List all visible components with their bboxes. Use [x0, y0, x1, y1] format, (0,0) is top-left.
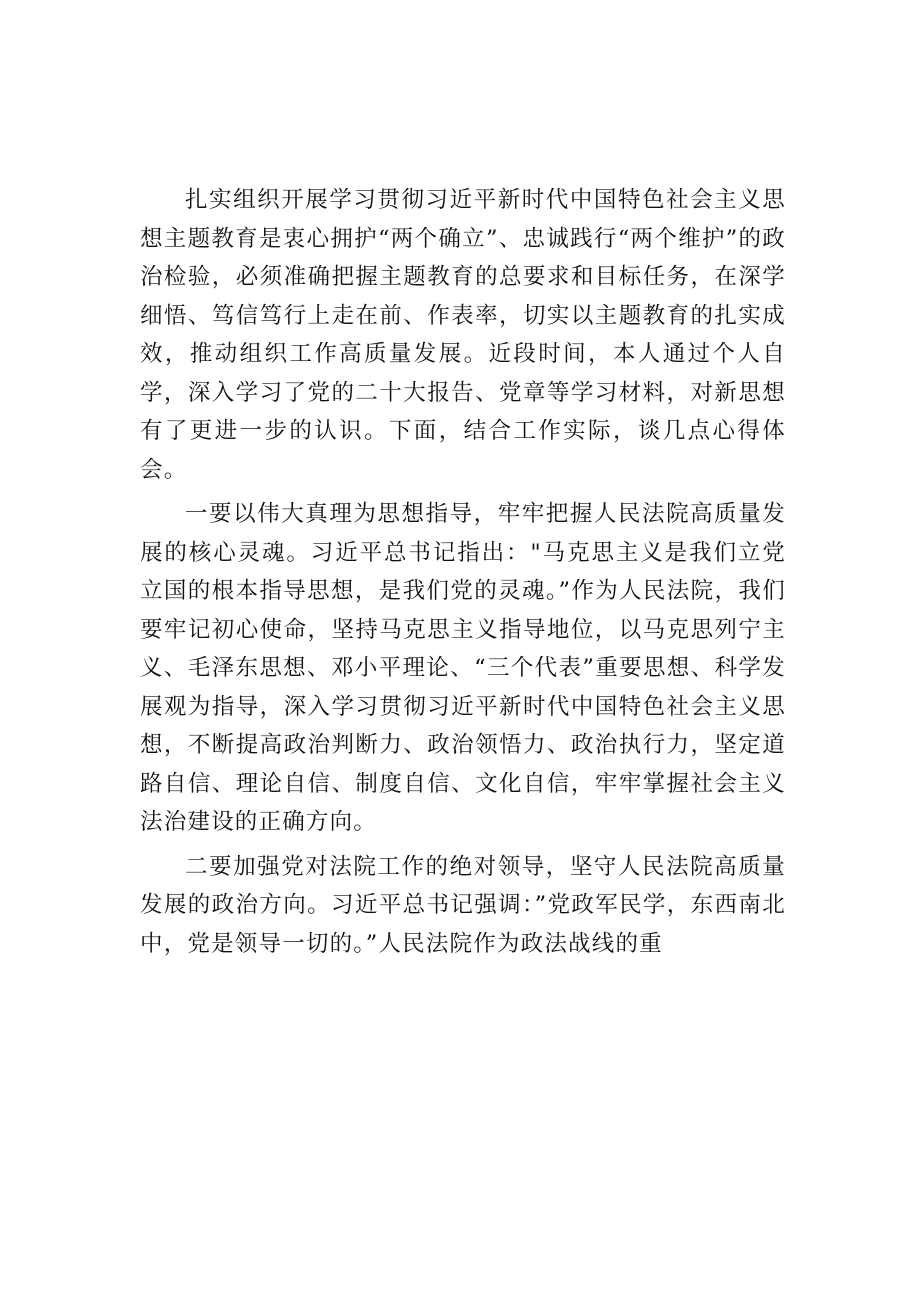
document-body: [140, 181, 786, 969]
paragraph-point-one: 一要以伟大真理为思想指导，牢牢把握人民法院高质量发展的核心灵魂。习近平总书记指出："马克思主义是我们立党立国的根本指导思想，是我们党的灵魂。”作为人民法院，我们要牢记初心使命，坚持马克思主义指导地位，以马克思列宁主义、毛泽东思想、邓小平理论、“三个代表”重要思想、科学发展观为指导，深入学习贯彻习近平新时代中国特色社会主义思想，不断提高政治判断力、政治领悟力、政治执行力，坚定道路自信、理论自信、制度自信、文化自信，牢牢掌握社会主义法治建设的正确方向。: [140, 501, 786, 835]
paragraph-point-two: 二要加强党对法院工作的绝对领导，坚守人民法院高质量发展的政治方向。习近平总书记强调：”党政军民学，东西南北中，党是领导一切的。”人民法院作为政法战线的重: [140, 853, 786, 957]
paragraph-intro: 扎实组织开展学习贯彻习近平新时代中国特色社会主义思想主题教育是衷心拥护“两个确立”、忠诚践行“两个维护”的政治检验，必须准确把握主题教育的总要求和目标任务，在深学细悟、笃信笃行上走在前、作表率，切实以主题教育的扎实成效，推动组织工作高质量发展。近段时间，本人通过个人自学，深入学习了党的二十大报告、党章等学习材料，对新思想有了更进一步的认识。下面，结合工作实际，谈几点心得体会。: [140, 187, 786, 483]
